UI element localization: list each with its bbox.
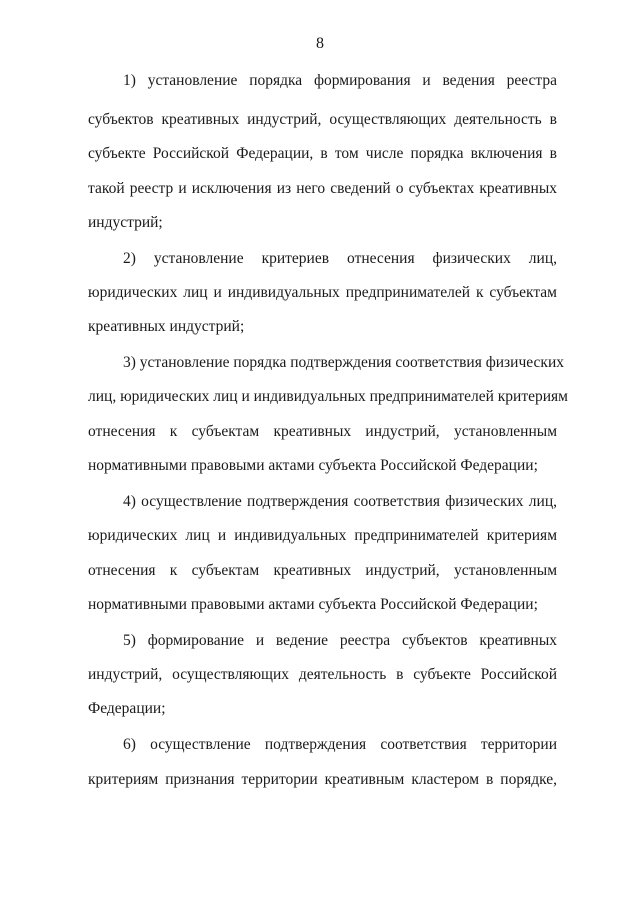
item-1-line-1: 1) установление порядка формирования и ведения реестра [123, 72, 557, 89]
item-3-line-2: лиц, юридических лиц и индивидуальных предпринимателей критериям [88, 388, 568, 405]
item-2-line-3: креативных индустрий; [88, 318, 245, 335]
item-2-line-2: юридических лиц и индивидуальных предпринимателей к субъектам [88, 284, 557, 301]
item-1-line-5: индустрий; [88, 214, 163, 231]
item-2-line-1: 2) установление критериев отнесения физических лиц, [123, 250, 557, 267]
item-4-line-4: нормативными правовыми актами субъекта Российской Федерации; [88, 596, 538, 613]
item-6-line-1: 6) осуществление подтверждения соответствия территории [123, 736, 557, 753]
item-1-line-3: субъекте Российской Федерации, в том числе порядка включения в [88, 145, 557, 162]
item-4-line-3: отнесения к субъектам креативных индустрий, установленным [88, 562, 557, 579]
item-6-line-2: критериям признания территории креативным кластером в порядке, [88, 771, 557, 788]
item-4-line-1: 4) осуществление подтверждения соответствия физических лиц, [123, 493, 557, 510]
page-number: 8 [316, 35, 324, 52]
item-3-line-4: нормативными правовыми актами субъекта Российской Федерации; [88, 457, 538, 474]
item-5-line-2: индустрий, осуществляющих деятельность в субъекте Российской [88, 666, 557, 683]
item-1-line-2: субъектов креативных индустрий, осуществляющих деятельность в [88, 111, 557, 128]
item-5-line-3: Федерации; [88, 700, 166, 717]
item-4-line-2: юридических лиц и индивидуальных предпринимателей критериям [88, 527, 557, 544]
item-5-line-1: 5) формирование и ведение реестра субъектов креативных [123, 632, 557, 649]
item-3-line-1: 3) установление порядка подтверждения соответствия физических [123, 354, 564, 371]
item-1-line-4: такой реестр и исключения из него сведений о субъектах креативных [88, 180, 557, 197]
item-3-line-3: отнесения к субъектам креативных индустрий, установленным [88, 423, 557, 440]
